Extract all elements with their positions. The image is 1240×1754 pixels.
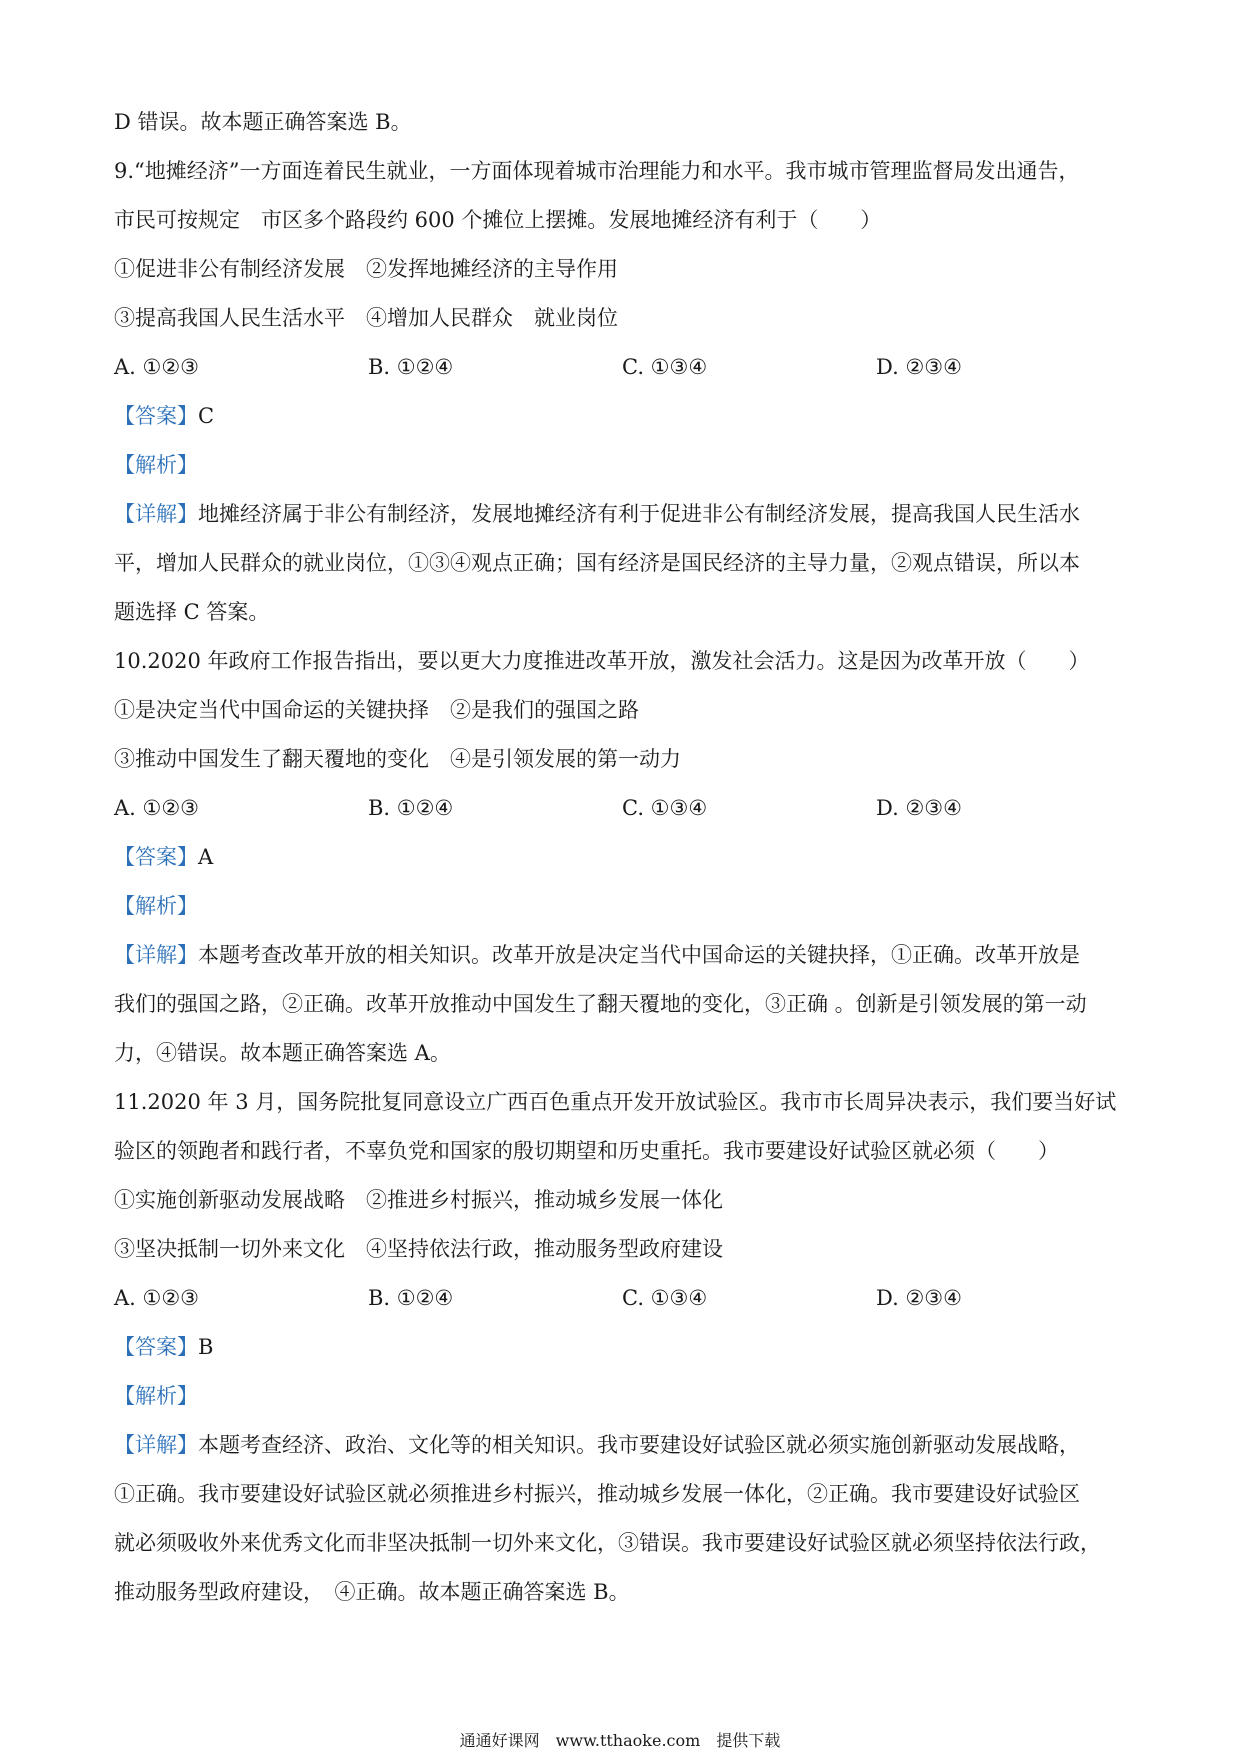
question-11-detail: 就必须吸收外来优秀文化而非坚决抵制一切外来文化，③错误。我市要建设好试验区就必须坚持依法行政， bbox=[114, 1531, 1101, 1555]
question-10-stem: 10.2020 年政府工作报告指出，要以更大力度推进改革开放，激发社会活力。这是因为改革开放（ ） bbox=[114, 649, 1090, 673]
question-10-detail: 力，④错误。故本题正确答案选 A。 bbox=[114, 1041, 451, 1065]
question-9-answer bbox=[114, 392, 1130, 441]
page-footer: 通通好课网 www.tthaoke.com 提供下载 bbox=[459, 1731, 781, 1750]
question-11-analysis bbox=[114, 1372, 1130, 1421]
question-10-answer bbox=[114, 833, 1130, 882]
question-11-answer bbox=[114, 1323, 1130, 1372]
answer-label: 【答案】 bbox=[114, 845, 198, 869]
answer-label: 【答案】 bbox=[114, 1335, 198, 1359]
question-9-stem: 9.“地摊经济”一方面连着民生就业，一方面体现着城市治理能力和水平。我市城市管理监督局发出通告， bbox=[114, 159, 1080, 183]
question-10-options bbox=[114, 784, 1130, 833]
question-9-statement: ①促进非公有制经济发展 ②发挥地摊经济的主导作用 bbox=[114, 257, 618, 281]
question-9-statement: ③提高我国人民生活水平 ④增加人民群众 就业岗位 bbox=[114, 306, 618, 330]
analysis-label: 【解析】 bbox=[114, 453, 198, 477]
question-10-detail bbox=[114, 931, 1130, 980]
question-9-analysis bbox=[114, 441, 1130, 490]
analysis-label: 【解析】 bbox=[114, 894, 198, 918]
answer-label: 【答案】 bbox=[114, 404, 198, 428]
question-9-stem: 市民可按规定 市区多个路段约 600 个摊位上摆摊。发展地摊经济有利于（ ） bbox=[114, 208, 882, 232]
analysis-label: 【解析】 bbox=[114, 1384, 198, 1408]
detail-text: 本题考查改革开放的相关知识。改革开放是决定当代中国命运的关键抉择，①正确。改革开放是 bbox=[198, 943, 1080, 967]
detail-text: 本题考查经济、政治、文化等的相关知识。我市要建设好试验区就必须实施创新驱动发展战略， bbox=[198, 1433, 1080, 1457]
question-9-detail: 题选择 C 答案。 bbox=[114, 600, 270, 624]
option-a: A. ①②③ bbox=[114, 355, 199, 379]
question-10-analysis bbox=[114, 882, 1130, 931]
question-9-options bbox=[114, 343, 1130, 392]
question-11-stem: 11.2020 年 3 月，国务院批复同意设立广西百色重点开发开放试验区。我市市长周异决表示，我们要当好试 bbox=[114, 1090, 1117, 1114]
question-11-options bbox=[114, 1274, 1130, 1323]
option-d: D. ②③④ bbox=[876, 355, 962, 379]
option-b: B. ①②④ bbox=[368, 1286, 454, 1310]
option-b: B. ①②④ bbox=[368, 355, 454, 379]
option-d: D. ②③④ bbox=[876, 796, 962, 820]
question-9-detail bbox=[114, 490, 1130, 539]
detail-label: 【详解】 bbox=[114, 1433, 198, 1457]
option-b: B. ①②④ bbox=[368, 796, 454, 820]
option-a: A. ①②③ bbox=[114, 796, 199, 820]
option-c: C. ①③④ bbox=[622, 1286, 708, 1310]
question-11-detail: 推动服务型政府建设， ④正确。故本题正确答案选 B。 bbox=[114, 1580, 630, 1604]
option-d: D. ②③④ bbox=[876, 1286, 962, 1310]
question-10-detail: 我们的强国之路，②正确。改革开放推动中国发生了翻天覆地的变化，③正确 。创新是引领发展的第一动 bbox=[114, 992, 1087, 1016]
answer-value: A bbox=[198, 845, 214, 869]
question-10-statement: ①是决定当代中国命运的关键抉择 ②是我们的强国之路 bbox=[114, 698, 639, 722]
question-9-detail: 平，增加人民群众的就业岗位，①③④观点正确；国有经济是国民经济的主导力量，②观点错误，所以本 bbox=[114, 551, 1080, 575]
detail-label: 【详解】 bbox=[114, 502, 198, 526]
question-11-stem: 验区的领跑者和践行者，不辜负党和国家的殷切期望和历史重托。我市要建设好试验区就必须（ ） bbox=[114, 1139, 1059, 1163]
detail-text: 地摊经济属于非公有制经济，发展地摊经济有利于促进非公有制经济发展，提高我国人民生活水 bbox=[198, 502, 1080, 526]
question-10-statement: ③推动中国发生了翻天覆地的变化 ④是引领发展的第一动力 bbox=[114, 747, 681, 771]
document-page bbox=[114, 98, 1130, 1617]
question-11-statement: ①实施创新驱动发展战略 ②推进乡村振兴，推动城乡发展一体化 bbox=[114, 1188, 723, 1212]
answer-value: C bbox=[198, 404, 215, 428]
text-line: D 错误。故本题正确答案选 B。 bbox=[114, 110, 412, 134]
question-11-statement: ③坚决抵制一切外来文化 ④坚持依法行政，推动服务型政府建设 bbox=[114, 1237, 723, 1261]
detail-label: 【详解】 bbox=[114, 943, 198, 967]
option-c: C. ①③④ bbox=[622, 796, 708, 820]
option-a: A. ①②③ bbox=[114, 1286, 199, 1310]
answer-value: B bbox=[198, 1335, 214, 1359]
option-c: C. ①③④ bbox=[622, 355, 708, 379]
question-11-detail bbox=[114, 1421, 1130, 1470]
question-11-detail: ①正确。我市要建设好试验区就必须推进乡村振兴，推动城乡发展一体化，②正确。我市要建设好试验区 bbox=[114, 1482, 1080, 1506]
